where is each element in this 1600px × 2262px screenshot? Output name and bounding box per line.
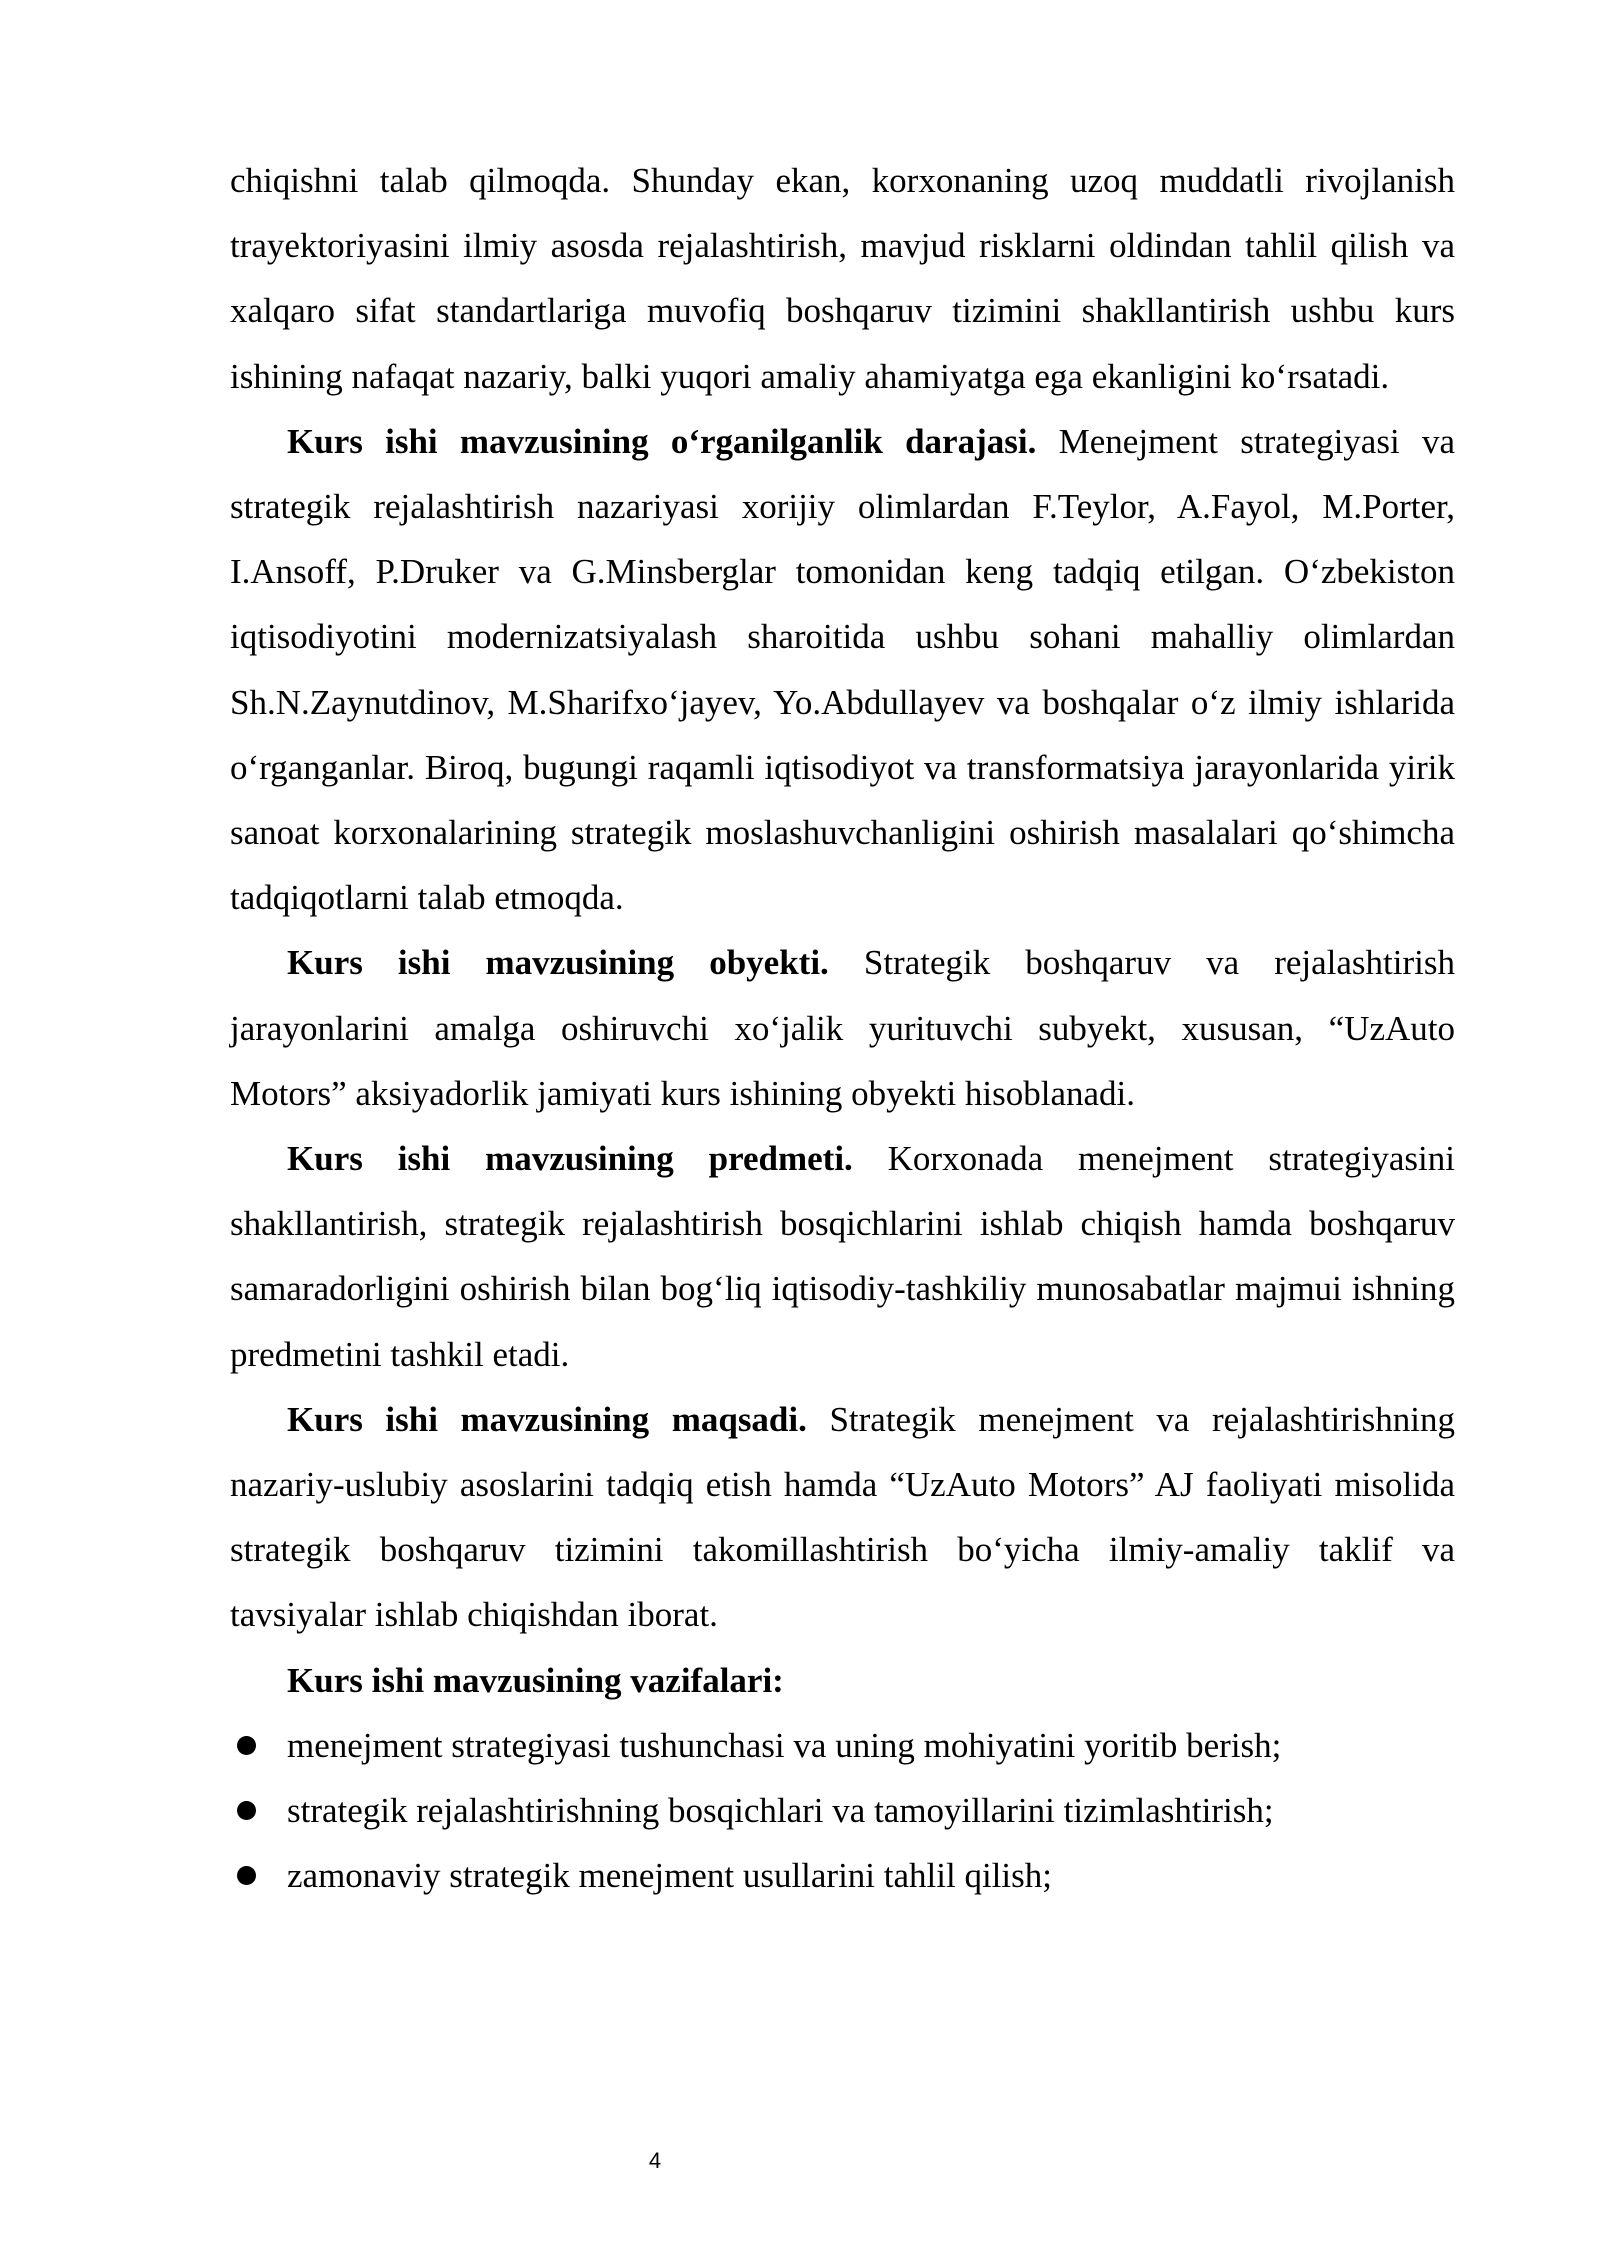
bullet-icon: [237, 1736, 256, 1755]
subject-paragraph: [230, 1126, 1455, 1387]
tasks-list: [230, 1713, 1455, 1909]
subject-text: Korxonada menejment strategiyasini shakllantirish, strategik rejalashtirish bosqichlarini ishlab chiqish hamda boshqaruv samaradorligini oshirish bilan bog‘liq iqtisodiy-tashkiliy munosabatlar majmui ishning predmetini tashkil etadi.: [230, 1139, 1455, 1374]
study-degree-paragraph: [230, 409, 1455, 931]
list-item: [230, 1778, 1455, 1843]
task-text: zamonaviy strategik menejment usullarini tahlil qilish;: [287, 1856, 1052, 1896]
task-text: strategik rejalashtirishning bosqichlari va tamoyillarini tizimlashtirish;: [287, 1791, 1274, 1831]
object-text: Strategik boshqaruv va rejalashtirish jarayonlarini amalga oshiruvchi xo‘jalik yurituvchi subyekt, xususan, “UzAuto Motors” aksiyadorlik jamiyati kurs ishining obyekti hisoblanadi.: [230, 943, 1456, 1113]
study-degree-text: Menejment strategiyasi va strategik rejalashtirish nazariyasi xorijiy olimlardan F.Teylor, A.Fayol, M.Porter, I.Ansoff, P.Druker va G.Minsberglar tomonidan keng tadqiq etilgan. O‘zbekiston iqtisodiyotini modernizatsiyalash sharoitida ushbu sohani mahalliy olimlardan Sh.N.Zaynutdinov, M.Sharifxo‘jayev, Yo.Abdullayev va boshqalar o‘z ilmiy ishlarida o‘rganganlar. Biroq, bugungi raqamli iqtisodiyot va transformatsiya jarayonlarida yirik sanoat korxonalarining strategik moslashuvchanligini oshirish masalalari qo‘shimcha tadqiqotlarni talab etmoqda.: [230, 421, 1455, 918]
tasks-heading: Kurs ishi mavzusining vazifalari:: [287, 1660, 784, 1700]
bullet-icon: [237, 1801, 256, 1820]
object-paragraph: [230, 930, 1455, 1126]
subject-lead: Kurs ishi mavzusining predmeti.: [287, 1139, 853, 1179]
page-number: 4: [648, 2148, 662, 2173]
list-item: [230, 1713, 1455, 1778]
intro-continuation-text: chiqishni talab qilmoqda. Shunday ekan, korxonaning uzoq muddatli rivojlanish trayektoriyasini ilmiy asosda rejalashtirish, mavjud risklarni oldindan tahlil qilish va xalqaro sifat standartlariga muvofiq boshqaruv tizimini shakllantirish ushbu kurs ishining nafaqat nazariy, balki yuqori amaliy ahamiyatga ega ekanligini ko‘rsatadi.: [230, 161, 1455, 396]
bullet-icon: [237, 1866, 256, 1885]
goal-text: Strategik menejment va rejalashtirishning nazariy-uslubiy asoslarini tadqiq etish hamda “UzAuto Motors” AJ faoliyati misolida strategik boshqaruv tizimini takomillashtirish bo‘yicha ilmiy-amaliy taklif va tavsiyalar ishlab chiqishdan iborat.: [230, 1399, 1455, 1635]
list-item: [230, 1843, 1455, 1908]
goal-paragraph: [230, 1387, 1455, 1648]
object-lead: Kurs ishi mavzusining obyekti.: [287, 943, 829, 983]
intro-continuation-paragraph: [230, 148, 1455, 409]
document-page: [230, 148, 1455, 1908]
task-text: menejment strategiyasi tushunchasi va uning mohiyatini yoritib berish;: [287, 1725, 1282, 1765]
study-degree-lead: Kurs ishi mavzusining o‘rganilganlik darajasi.: [287, 421, 1037, 461]
goal-lead: Kurs ishi mavzusining maqsadi.: [287, 1399, 807, 1439]
